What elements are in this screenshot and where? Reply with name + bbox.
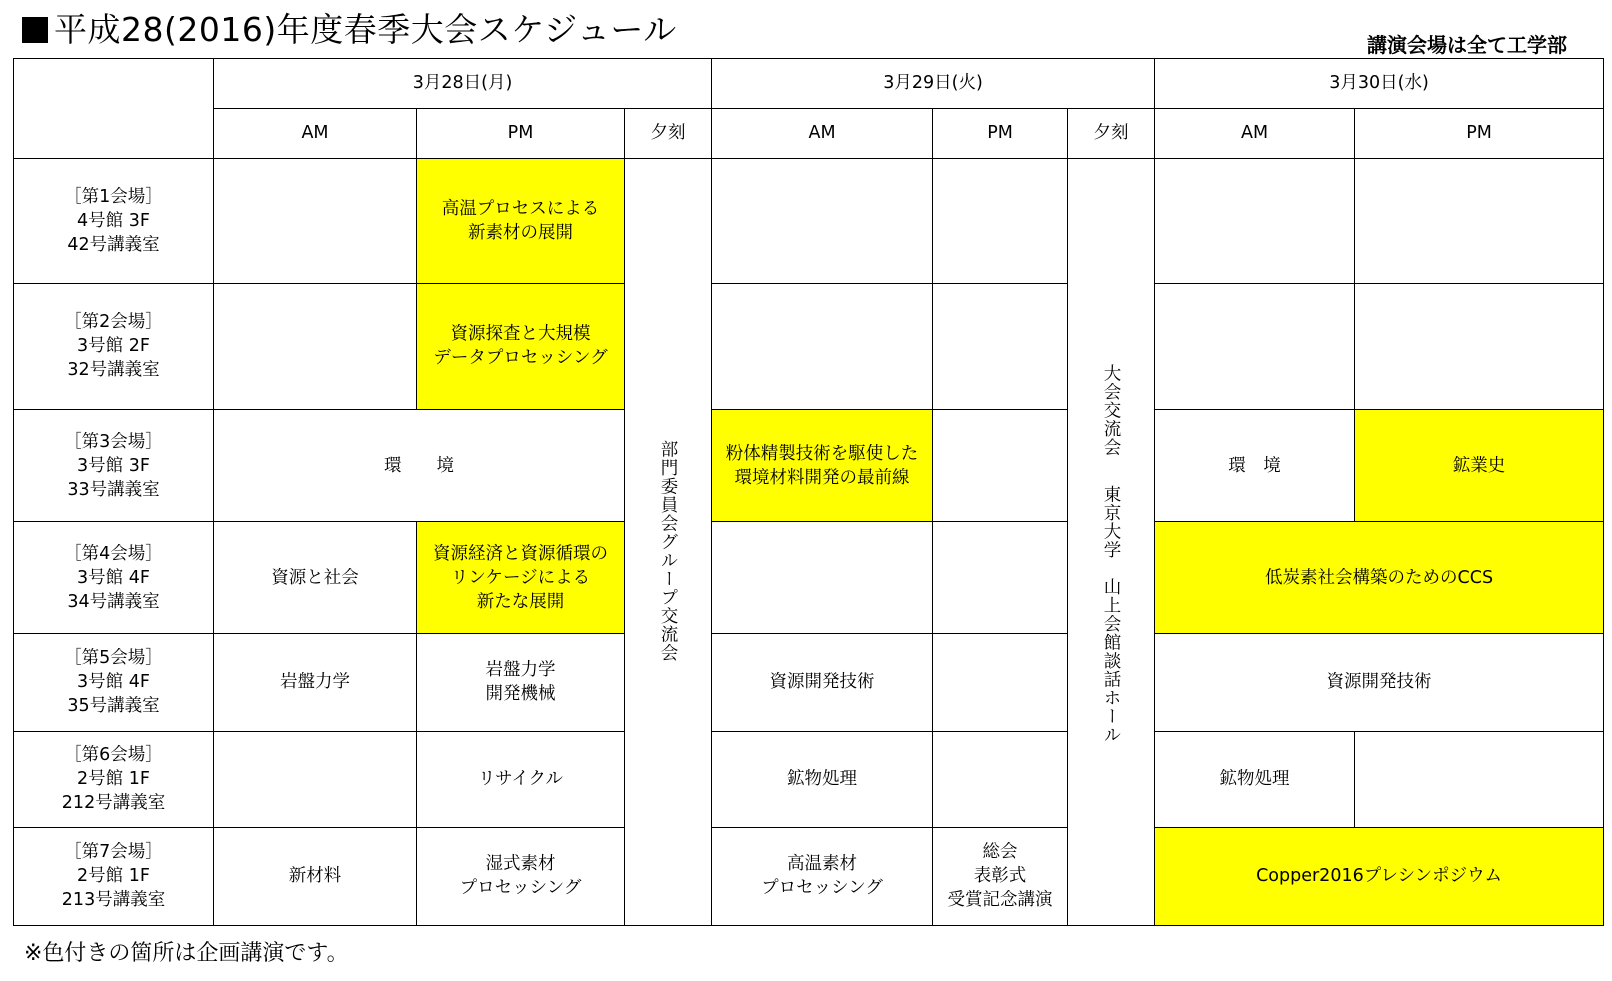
session-cell-empty xyxy=(712,522,933,633)
session-cell: 総会 表彰式 受賞記念講演 xyxy=(933,827,1068,925)
slot-header-am: AM xyxy=(712,108,933,159)
room-label: ［第2会場］ 3号館 2F 32号講義室 xyxy=(14,283,214,409)
session-cell: 資源と社会 xyxy=(214,522,417,633)
session-cell-empty xyxy=(214,731,417,827)
session-cell: 資源探査と大規模 データプロセッシング xyxy=(417,283,625,409)
evening-event-text: 大会交流会 xyxy=(1101,364,1122,457)
room-label: ［第6会場］ 2号館 1F 212号講義室 xyxy=(14,731,214,827)
session-cell: リサイクル xyxy=(417,731,625,827)
schedule-table xyxy=(13,58,1604,926)
corner-cell xyxy=(14,59,214,159)
slot-header-am: AM xyxy=(214,108,417,159)
session-cell: 高温素材 プロセッシング xyxy=(712,827,933,925)
session-cell-empty xyxy=(712,283,933,409)
session-cell-empty xyxy=(1355,159,1604,284)
session-cell-empty xyxy=(933,633,1068,731)
session-cell: 鉱業史 xyxy=(1355,409,1604,522)
session-cell: 新材料 xyxy=(214,827,417,925)
slot-header-evening: 夕刻 xyxy=(1068,108,1155,159)
footnote: ※色付きの箇所は企画講演です。 xyxy=(24,941,349,966)
session-cell: 湿式素材 プロセッシング xyxy=(417,827,625,925)
session-cell-empty xyxy=(214,159,417,284)
evening-event-text: 部門委員会グループ交流会 xyxy=(658,439,678,662)
session-cell-empty xyxy=(214,283,417,409)
venue-note: 講演会場は全て工学部 xyxy=(1367,33,1567,57)
session-cell: 鉱物処理 xyxy=(712,731,933,827)
slot-header-am: AM xyxy=(1155,108,1355,159)
day-header-1: 3月28日(月) xyxy=(214,59,712,109)
square-bullet-icon xyxy=(22,17,48,43)
session-cell: 環 境 xyxy=(214,409,625,522)
slot-header-pm: PM xyxy=(933,108,1068,159)
session-cell-empty xyxy=(933,159,1068,284)
page-title-text: 平成28(2016)年度春季大会スケジュール xyxy=(54,10,677,49)
room-label: ［第1会場］ 4号館 3F 42号講義室 xyxy=(14,159,214,284)
session-cell: 低炭素社会構築のためのCCS xyxy=(1155,522,1604,633)
room-label: ［第5会場］ 3号館 4F 35号講義室 xyxy=(14,633,214,731)
slot-header-pm: PM xyxy=(1355,108,1604,159)
session-cell-empty xyxy=(712,159,933,284)
session-cell: 粉体精製技術を駆使した 環境材料開発の最前線 xyxy=(712,409,933,522)
session-cell-empty xyxy=(1355,731,1604,827)
room-label: ［第7会場］ 2号館 1F 213号講義室 xyxy=(14,827,214,925)
session-cell: 高温プロセスによる 新素材の展開 xyxy=(417,159,625,284)
session-cell: 資源経済と資源循環の リンケージによる 新たな展開 xyxy=(417,522,625,633)
room-label: ［第4会場］ 3号館 4F 34号講義室 xyxy=(14,522,214,633)
session-cell: 資源開発技術 xyxy=(1155,633,1604,731)
session-cell: 岩盤力学 開発機械 xyxy=(417,633,625,731)
session-cell-empty xyxy=(1155,159,1355,284)
session-cell: 鉱物処理 xyxy=(1155,731,1355,827)
session-cell: Copper2016プレシンポジウム xyxy=(1155,827,1604,925)
session-cell: 環 境 xyxy=(1155,409,1355,522)
day-header-2: 3月29日(火) xyxy=(712,59,1155,109)
page-title xyxy=(22,10,677,50)
slot-header-pm: PM xyxy=(417,108,625,159)
session-cell-empty xyxy=(1355,283,1604,409)
session-cell: 資源開発技術 xyxy=(712,633,933,731)
session-cell: 岩盤力学 xyxy=(214,633,417,731)
room-label: ［第3会場］ 3号館 3F 33号講義室 xyxy=(14,409,214,522)
evening-event-day2 xyxy=(1068,159,1155,926)
slot-header-evening: 夕刻 xyxy=(625,108,712,159)
evening-event-day1 xyxy=(625,159,712,926)
session-cell-empty xyxy=(933,409,1068,522)
session-cell-empty xyxy=(933,522,1068,633)
day-header-3: 3月30日(水) xyxy=(1155,59,1604,109)
evening-event-venue: 東京大学 山上会館談話ホール xyxy=(1101,484,1122,744)
session-cell-empty xyxy=(1155,283,1355,409)
session-cell-empty xyxy=(933,283,1068,409)
session-cell-empty xyxy=(933,731,1068,827)
